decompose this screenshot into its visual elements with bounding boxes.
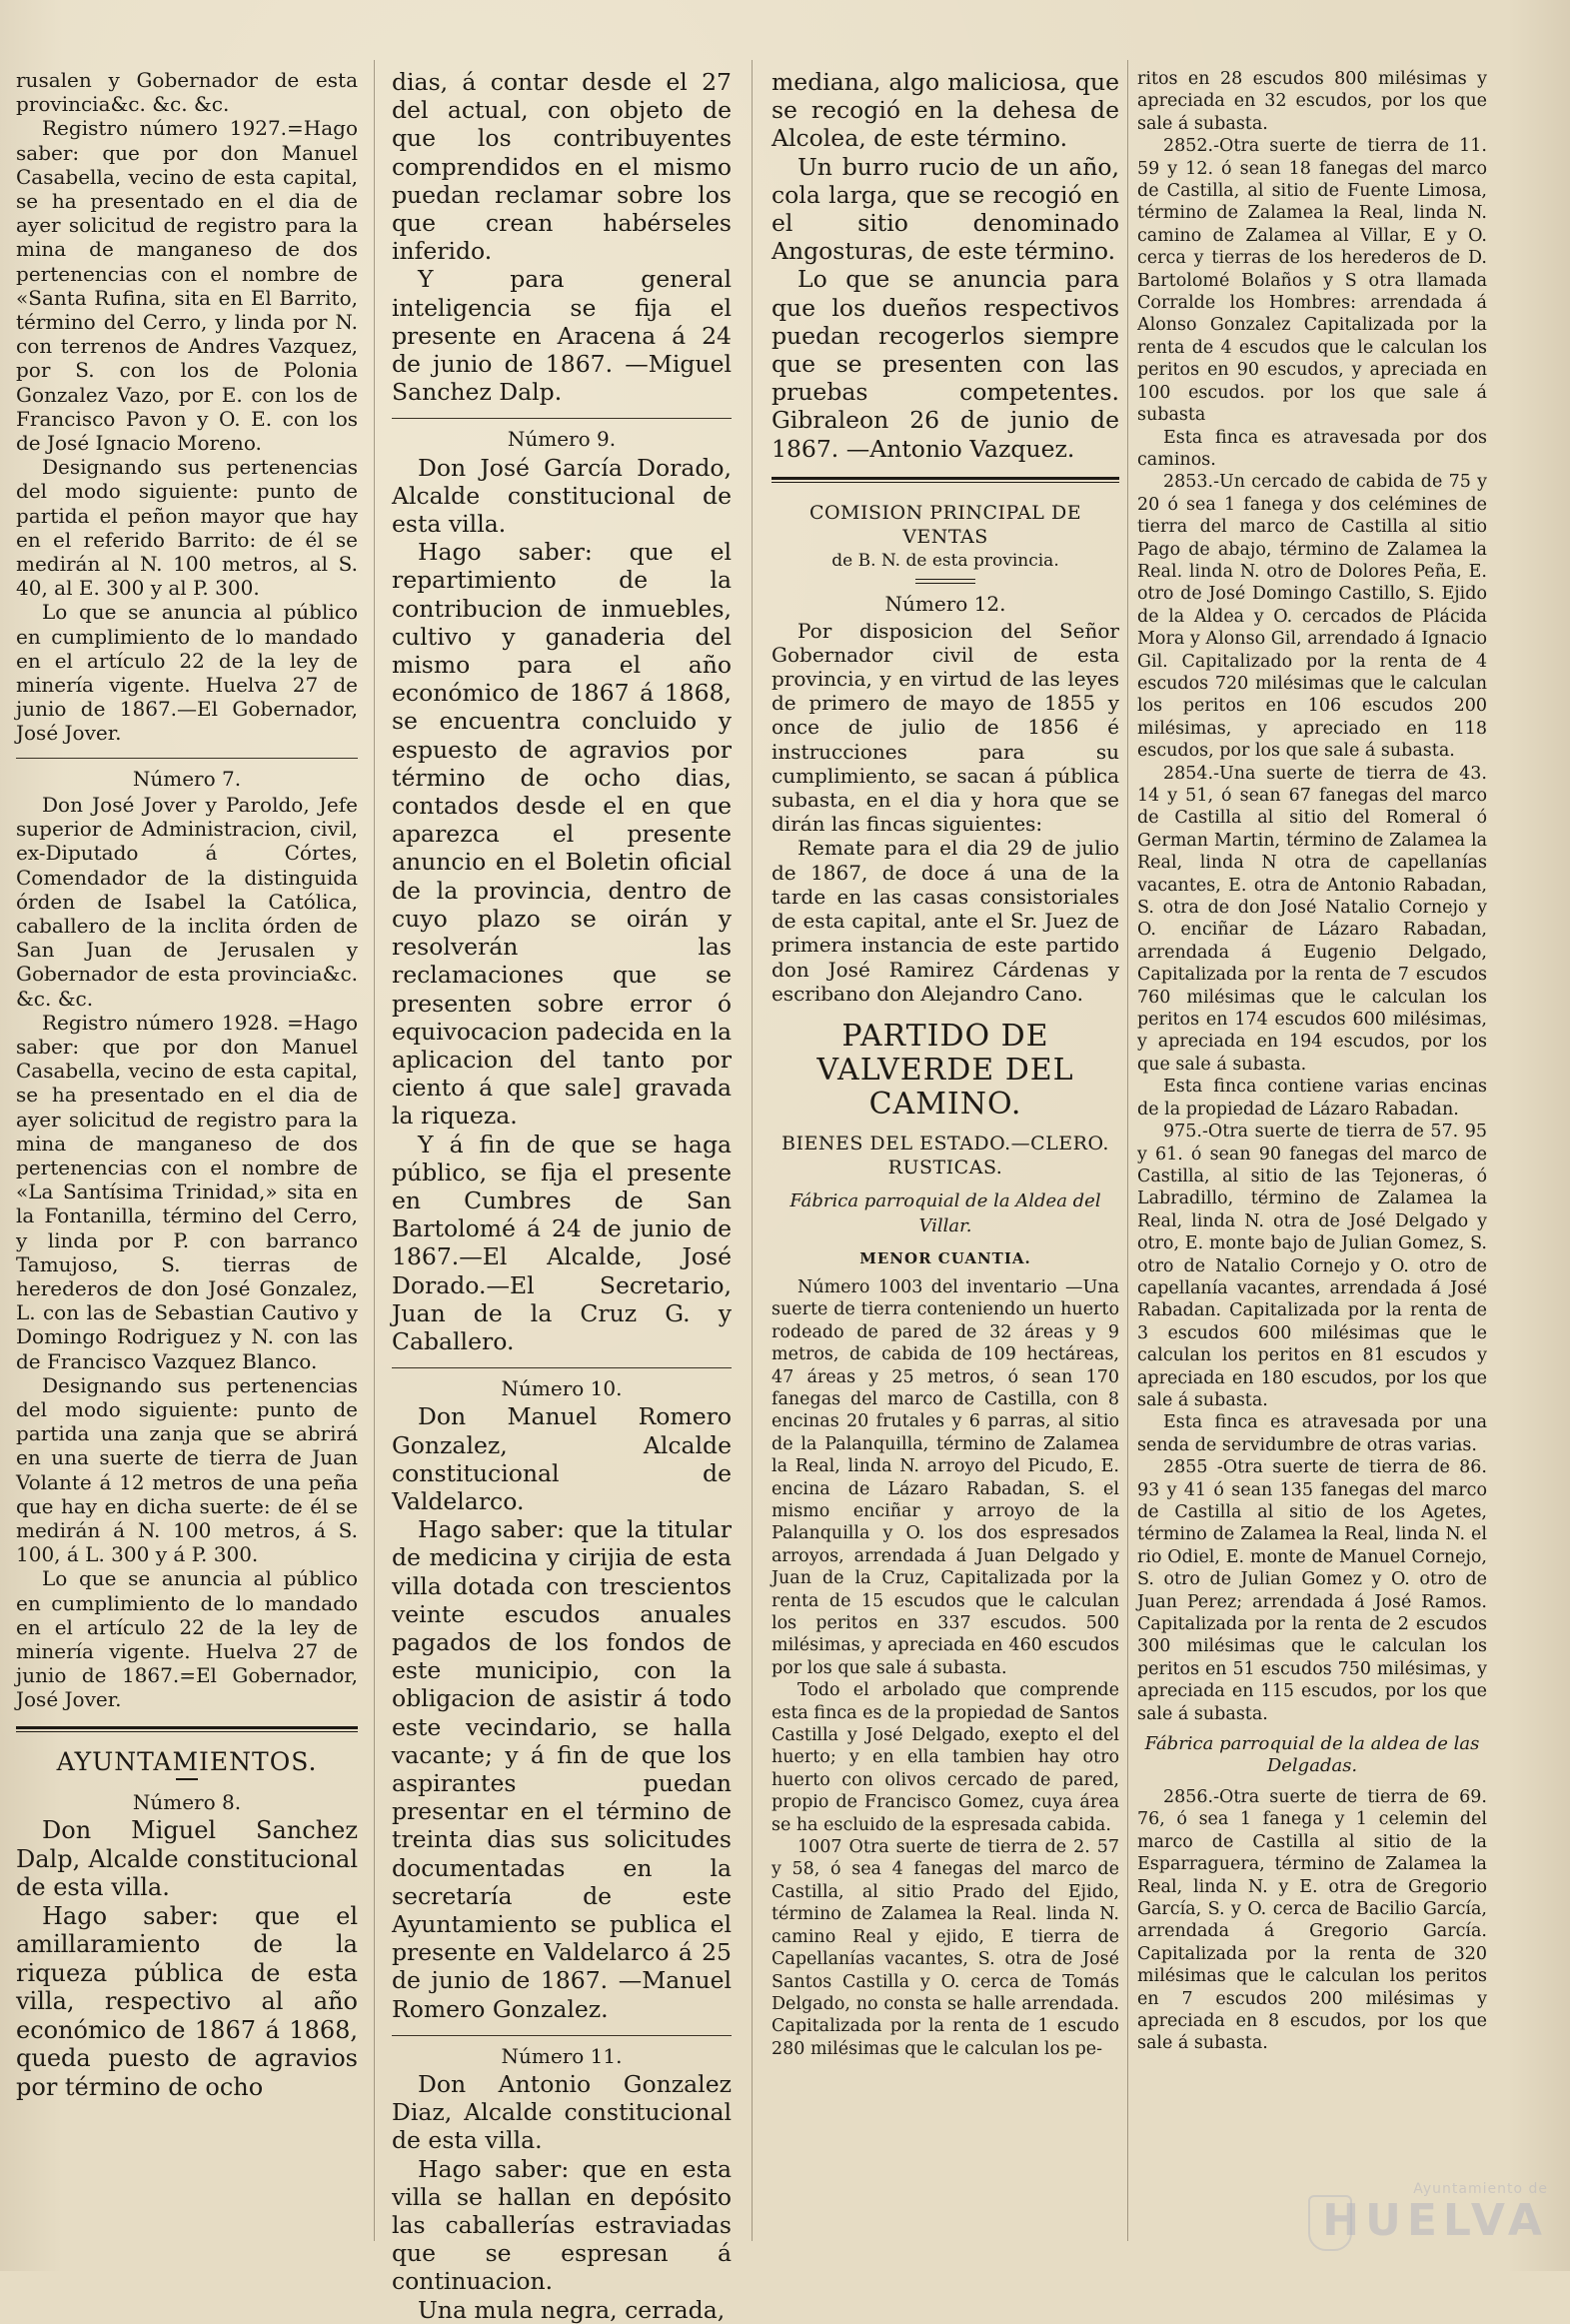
- category-heading: BIENES DEL ESTADO.—CLERO. RUSTICAS.: [782, 1132, 1109, 1179]
- paragraph: Esta finca es atravesada por una senda de servidumbre de otras varias.: [1137, 1412, 1487, 1455]
- divider: [392, 2035, 732, 2036]
- paragraph: Don José García Dorado, Alcalde constitucional de esta villa.: [392, 453, 732, 539]
- paragraph: Don José Jover y Paroldo, Jefe superior de Administracion, civil, ex-Diputado á Córtes, Comendador de la distinguida órden de Isabel la Católica, caballero de la inclita órden de San Juan de Jerusalen y Gobernador de esta provincia&c. &c. &c.: [16, 792, 358, 1011]
- paragraph: Designando sus pertenencias del modo siguiente: punto de partida el peñon mayor que hay en el referido Barrito: de él se medirán al N. 100 metros, al S. 40, al E. 300 y al P. 300.: [16, 455, 358, 601]
- district-heading: PARTIDO DE VALVERDE DEL CAMINO.: [816, 1018, 1074, 1122]
- paragraph: Hago saber: que el amillaramiento de la riqueza pública de esta villa, respectivo al año económico de 1867 á 1868, queda puesto de agravios por término de ocho: [16, 1901, 358, 2101]
- seal-icon: [1308, 2195, 1352, 2251]
- column-4: [1137, 68, 1487, 2251]
- paragraph: Un burro rucio de un año, cola larga, que se recogió en el sitio denominado Angosturas, de este término.: [772, 152, 1119, 266]
- watermark-caption: Ayuntamiento de: [1413, 2181, 1548, 2197]
- column-1: [16, 68, 358, 2251]
- paragraph: 2855 -Otra suerte de tierra de 86. 93 y 41 ó sean 135 fanegas del marco de Castilla al sitio de los Agetes, término de Zalamea la Real, linda N. el rio Odiel, E. monte de Manuel Cornejo, S. otro de Julian Gomez y O. otro de Juan Perez; arrendada á José Ramos. Capitalizada por la renta de 2 escudos 300 milésimas que le calculan los peritos en 51 escudos 750 milésimas, y apreciada en 115 escudos, por los que sale á subasta.: [1137, 1457, 1487, 1724]
- paragraph: Hago saber: que la titular de medicina y cirijia de esta villa dotada con trescientos veinte escudos anuales pagados de los fondos de este municipio, con la obligacion de asistir á todo este vecindario, se halla vacante; y á fin de que los aspirantes puedan presentar en el término de treinta dias sus solicitudes documentadas en la secretaría de este Ayuntamiento se publica el presente en Valdelarco á 25 de junio de 1867. —Manuel Romero Gonzalez.: [392, 1515, 732, 2023]
- paragraph: Lo que se anuncia al público en cumplimiento de lo mandado en el artículo 22 de la ley de minería vigente. Huelva 27 de junio de 1867.=El Gobernador, José Jover.: [16, 1566, 358, 1712]
- column-2: [392, 68, 732, 2324]
- paragraph: Esta finca contiene varias encinas de la propiedad de Lázaro Rabadan.: [1137, 1077, 1487, 1120]
- divider: [392, 418, 732, 419]
- column-3: [772, 68, 1119, 2251]
- paragraph: Número 1003 del inventario —Una suerte de tierra conteniendo un huerto rodeado de pared de 32 áreas y 9 metros, de cabida de 109 hectáreas, 47 áreas y 25 metros, ó sean 170 fanegas del marco de Castilla, con 8 encinas 20 frutales y 6 parras, al sitio de la Palanquilla, término de Zalamea la Real, linda N. arroyo del Picudo, E. encina de Lázaro Rabadan, S. el mismo enciñar y arroyo de la Palanquilla y O. los dos espresados arroyos, arrendada á Juan Delgado y Juan de la Cruz, Capitalizada por la renta de 15 escudos que le calculan los peritos en 337 escudos. 500 milésimas, y apreciada en 460 escudos por los que sale á subasta.: [772, 1276, 1119, 1678]
- paragraph: mediana, algo maliciosa, que se recogió en la dehesa de Alcolea, de este término.: [772, 68, 1119, 153]
- section-subheading: de B. N. de esta provincia.: [831, 551, 1059, 572]
- notice-number: Número 12.: [884, 592, 1006, 617]
- column-rule: [752, 60, 753, 2241]
- paragraph: Por disposicion del Señor Gobernador civil de esta provincia, y en virtud de las leyes de primero de mayo de 1855 y once de julio de 1856 é instrucciones para su cumplimiento, se sacan á pública subasta, en el dia y hora que se dirán las fincas siguientes:: [772, 618, 1119, 837]
- paragraph: Remate para el dia 29 de julio de 1867, de doce á una de la tarde en las casas consistoriales de esta capital, ante el Sr. Juez de primera instancia de este partido don José Ramirez Cárdenas y escribano don Alejandro Cano.: [772, 836, 1119, 1006]
- section-rule: [16, 1726, 358, 1732]
- paragraph: Todo el arbolado que comprende esta finca es de la propiedad de Santos Castilla y José Delgado, exepto el del huerto; y en ella tambien hay otro huerto con olivos cercado de pared, propio de Francisco Gomez, cuya área se ha escluido de la espresada cabida.: [772, 1680, 1119, 1835]
- paragraph: Designando sus pertenencias del modo siguiente: punto de partida una zanja que se abrirá en una suerte de tierra de Juan Volante á 12 metros de una peña que hay en dicha suerte: de él se medirán á N. 100 metros, á S. 100, á L. 300 y á P. 300.: [16, 1372, 358, 1567]
- paragraph: Registro número 1928. =Hago saber: que por don Manuel Casabella, vecino de esta capital, se ha presentado en el dia de ayer solicitud de registro para la mina de manganeso de dos pertenencias con el nombre de «La Santísima Trinidad,» sita en la Fontanilla, término del Cerro, y linda por P. con barranco Tamujoso, S. tierras de herederos de don José Gonzalez, L. con las de Sebastian Cautivo y Domingo Rodriguez y N. con las de Francisco Vazquez Blanco.: [16, 1010, 358, 1373]
- section-heading: COMISION PRINCIPAL DE VENTAS: [808, 501, 1082, 549]
- notice-number: Número 8.: [132, 1789, 242, 1814]
- paragraph: 2854.-Una suerte de tierra de 43. 14 y 51, ó sean 67 fanegas del marco de Castilla al sitio del Romeral ó German Martin, término de Zalamea la Real, linda N otra de capellanías vacantes, E. otra de Antonio Rabadan, S. otra de don José Natalio Cornejo y O. enciñar de Lázaro Rabadan, arrendada á Eugenio Delgado, Capitalizada por la renta de 7 escudos 760 milésimas que le calculan los peritos en 174 escudos 600 milésimas, y apreciada en 194 escudos, por los que sale á subasta.: [1137, 763, 1487, 1075]
- archive-watermark: [1308, 2181, 1548, 2257]
- paragraph: Don Antonio Gonzalez Diaz, Alcalde constitucional de esta villa.: [392, 2070, 732, 2155]
- notice-number: Número 10.: [501, 1376, 623, 1401]
- parish-heading: Fábrica parroquial de la aldea de las Delgadas.: [1144, 1733, 1480, 1777]
- paragraph: Don Manuel Romero Gonzalez, Alcalde constitucional de Valdelarco.: [392, 1402, 732, 1515]
- paragraph: Esta finca es atravesada por dos caminos.: [1137, 427, 1487, 470]
- paragraph: 2853.-Un cercado de cabida de 75 y 20 ó sea 1 fanega y dos celémines de tierra del marco de Castilla al sitio Pago de abajo, término de Zalamea la Real. linda N. otro de Dolores Peña, E. otro de José Domingo Castillo, S. Ejido de la Aldea y O. cercados de Plácida Mora y Alonso Gil, arrendado á Ignacio Gil. Capitalizado por la renta de 4 escudos 720 milésimas que le calculan los peritos en 106 escudos 200 milésimas, y apreciado en 118 escudos, por los que sale á subasta.: [1137, 472, 1487, 762]
- paragraph: 2852.-Otra suerte de tierra de 11. 59 y 12. ó sean 18 fanegas del marco de Castilla, al sitio de Fuente Limosa, término de Zalamea la Real, linda N. camino de Zalamea al Villar, E y O. cerca y tierras de los herederos de D. Bartolomé Bolaños y S otra llamada Corralde los Hombres: arrendada á Alonso Gonzalez Capitalizada por la renta de 4 escudos que le calculan los peritos en 90 escudos, y apreciada en 100 escudos. por los que sale á subasta: [1137, 136, 1487, 426]
- paragraph: Lo que se anuncia para que los dueños respectivos puedan recogerlos siempre que se presenten con las pruebas competentes. Gibraleon 26 de junio de 1867. —Antonio Vazquez.: [772, 265, 1119, 463]
- section-rule: [772, 477, 1119, 483]
- divider: [16, 758, 358, 759]
- parish-heading: Fábrica parroquial de la Aldea del Villar.: [789, 1190, 1101, 1236]
- paragraph: Hago saber: que el repartimiento de la contribucion de inmuebles, cultivo y ganaderia del mismo para el año económico de 1867 á 1868, se encuentra concluido y espuesto de agravios por término de ocho dias, contados desde el en que aparezca el presente anuncio en el Boletin oficial de la provincia, dentro de cuyo plazo se oirán y resolverán las reclamaciones que se presenten sobre error ó equivocacion padecida en la aplicacion del tanto por ciento á que sale] gravada la riqueza.: [392, 538, 732, 1131]
- paragraph: dias, á contar desde el 27 del actual, con objeto de que los contribuyentes comprendidos en el mismo puedan reclamar sobre los que crean habérseles inferido.: [392, 68, 732, 266]
- subheading: MENOR CUANTIA.: [859, 1248, 1031, 1267]
- paragraph: 975.-Otra suerte de tierra de 57. 95 y 61. ó sean 90 fanegas del marco de Castilla, al sitio de las Tejoneras, ó Labradillo, término de Zalamea la Real, linda N. otra de José Delgado y otro, E. monte bajo de Julian Gomez, S. otro de Natalio Cornejo y O. otro de capellanía vacantes, arrendada á José Rabadan. Capitalizada por la renta de 3 escudos 600 milésimas que le calculan los peritos en 81 escudos y apreciada en 180 escudos, por los que sale á subasta.: [1137, 1122, 1487, 1410]
- notice-number: Número 7.: [132, 766, 242, 791]
- column-rule: [374, 60, 375, 2241]
- divider: [915, 579, 975, 584]
- paragraph: Registro número 1927.=Hago saber: que por don Manuel Casabella, vecino de esta capital, se ha presentado en el dia de ayer solicitud de registro para la mina de manganeso de dos pertenencias con el nombre de «Santa Rufina, sita en El Barrito, término del Cerro, y linda por N. con terrenos de Andres Vazquez, por S. con los de Polonia Gonzalez Vazo, por E. con los de Francisco Pavon y O. E. con los de José Ignacio Moreno.: [16, 116, 358, 456]
- paragraph: Hago saber: que en esta villa se hallan en depósito las caballerías estraviadas que se espresan á continuacion.: [392, 2154, 732, 2296]
- paragraph: 1007 Otra suerte de tierra de 2. 57 y 58, ó sea 4 fanegas del marco de Castilla, al sitio Prado del Ejido, término de Zalamea la Real. linda N. camino Real y ejido, E tierra de Capellanías vacantes, S. otra de José Santos Castilla y O. cerca de Tomás Delgado, no consta se halle arrendada. Capitalizada por la renta de 1 escudo 280 milésimas que le calculan los pe-: [772, 1837, 1119, 2059]
- divider: [176, 1778, 198, 1780]
- paragraph: Y para general inteligencia se fija el presente en Aracena á 24 de junio de 1867. —Miguel Sanchez Dalp.: [392, 265, 732, 407]
- watermark-name: HUELVA: [1322, 2195, 1548, 2246]
- paragraph: Una mula negra, cerrada,: [418, 2295, 726, 2324]
- paragraph: Lo que se anuncia al público en cumplimiento de lo mandado en el artículo 22 de la ley de minería vigente. Huelva 27 de junio de 1867.—El Gobernador, José Jover.: [16, 600, 358, 746]
- section-heading: AYUNTAMIENTOS.: [56, 1746, 318, 1776]
- notice-number: Número 9.: [507, 427, 617, 452]
- paragraph: 2856.-Otra suerte de tierra de 69. 76, ó sea 1 fanega y 1 celemin del marco de Castilla al sitio de la Esparraguera, término de Zalamea la Real, linda N. y E. otra de Gregorio García, S. y O. cerca de Bacilio García, arrendada á Gregorio García. Capitalizada por la renta de 320 milésimas que le calculan los peritos en 7 escudos 200 milésimas y apreciada en 8 escudos, por los que sale á subasta.: [1137, 1786, 1487, 2054]
- paragraph: Don Miguel Sanchez Dalp, Alcalde constitucional de esta villa.: [16, 1816, 358, 1902]
- notice-number: Número 11.: [501, 2043, 623, 2068]
- paragraph: ritos en 28 escudos 800 milésimas y apreciada en 32 escudos, por los que sale á subasta.: [1137, 69, 1487, 134]
- divider: [392, 1367, 732, 1368]
- paragraph: rusalen y Gobernador de esta provincia&c. &c. &c.: [16, 68, 358, 117]
- column-rule: [1127, 60, 1128, 2241]
- paragraph: Y á fin de que se haga público, se fija el presente en Cumbres de San Bartolomé á 24 de junio de 1867.—El Alcalde, José Dorado.—El Secretario, Juan de la Cruz G. y Caballero.: [392, 1130, 732, 1355]
